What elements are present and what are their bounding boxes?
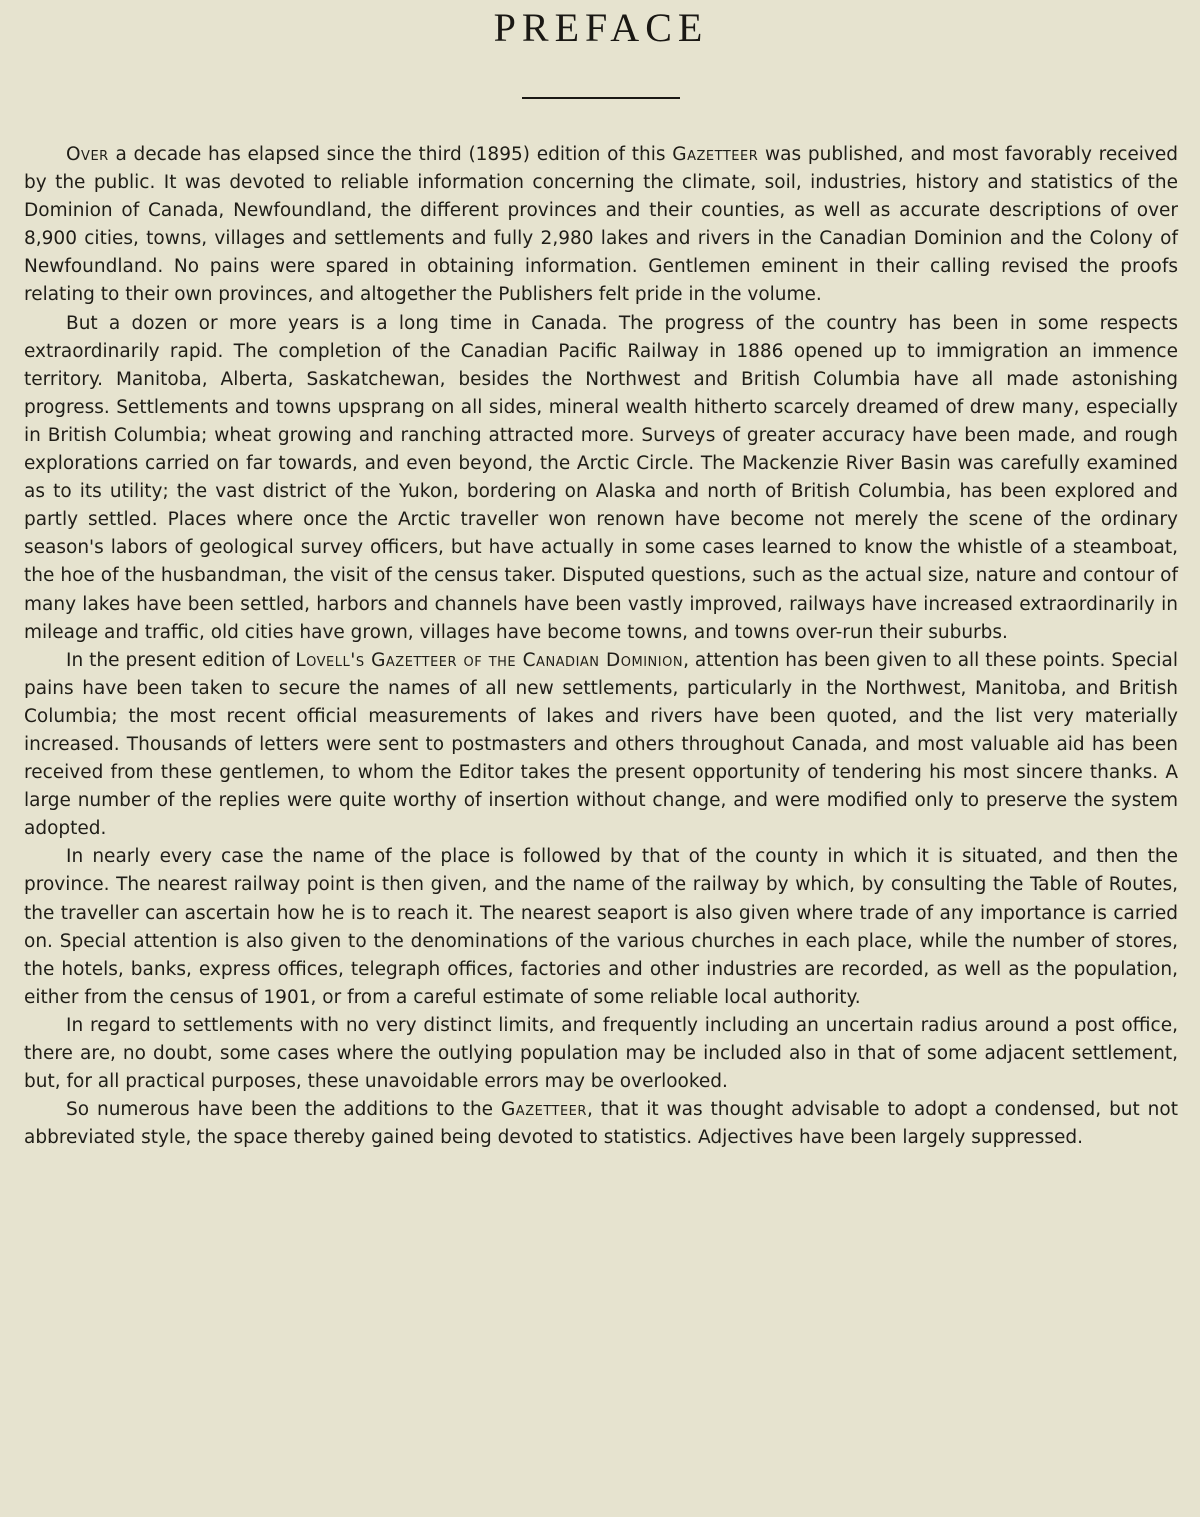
paragraph-6-part-2: , that it was thought advisable to adopt a condensed, but not abbreviated style, the space thereby gained being devoted to statistics. Adjectives have been largely suppressed. xyxy=(24,1099,1178,1149)
paragraph-1-part-1: a decade has elapsed since the third (1895) edition of this xyxy=(108,144,673,165)
paragraph-1 xyxy=(24,141,1178,310)
paragraph-3 xyxy=(24,647,1178,844)
paragraph-3-part-2: , attention has been given to all these points. Special pains have been taken to secure the names of all new settlements, particularly in the Northwest, Manitoba, and British Columbia; the most recent official measurements of lakes and rivers have been quoted, and the list very materially increased. Thousands of letters were sent to postmasters and others throughout Canada, and most valuable aid has been received from these gentlemen, to whom the Editor takes the present opportunity of tendering his most sincere thanks. A large number of the replies were quite worthy of insertion without change, and were modified only to preserve the system adopted. xyxy=(24,649,1178,840)
gazetteer-name: Gazetteer xyxy=(500,1099,587,1121)
paragraph-2: But a dozen or more years is a long time in Canada. The progress of the country has been in some respects extraordinarily rapid. The completion of the Canadian Pacific Railway in 1886 opened up to immigration an immence territory. Manitoba, Alberta, Saskatchewan, besides the Northwest and British Columbia have all made astonishing progress. Settlements and towns upsprang on all sides, mineral wealth hitherto scarcely dreamed of drew many, especially in British Columbia; wheat growing and ranching attracted more. Surveys of greater accuracy have been made, and rough explorations carried on far towards, and even beyond, the Arctic Circle. The Mackenzie River Basin was carefully examined as to its utility; the vast district of the Yukon, bordering on Alaska and north of British Columbia, has been explored and partly settled. Places where once the Arctic traveller won renown have become not merely the scene of the ordinary season's labors of geological survey officers, but have actually in some cases learned to know the whistle of a steamboat, the hoe of the husbandman, the visit of the census taker. Disputed questions, such as the actual size, nature and contour of many lakes have been settled, harbors and channels have been vastly improved, railways have increased extraordinarily in mileage and traffic, old cities have grown, villages have become towns, and towns over-run their suburbs. xyxy=(24,312,1178,643)
paragraph-6-part-1: So numerous have been the additions to the xyxy=(66,1099,501,1121)
title-divider xyxy=(522,97,680,99)
paragraph-1-part-2: was published, and most favorably received by the public. It was devoted to reliable information concerning the climate, soil, industries, history and statistics of the Dominion of Canada, Newfoundland, the different provinces and their counties, as well as accurate descriptions of over 8,900 cities, towns, villages and settlements and fully 2,980 lakes and rivers in the Canadian Dominion and the Colony of Newfoundland. No pains were spared in obtaining information. Gentlemen eminent in their calling revised the proofs relating to their own provinces, and altogether the Publishers felt pride in the volume. xyxy=(24,144,1178,306)
gazetteer-name: Gazetteer xyxy=(672,144,759,165)
page-title: PREFACE xyxy=(493,5,709,50)
lead-word: Over xyxy=(66,144,109,165)
paragraph-5: In regard to settlements with no very distinct limits, and frequently including an uncertain radius around a post office, there are, no doubt, some cases where the outlying population may be included also in that of some adjacent settlement, but, for all practical purposes, these unavoidable errors may be overlooked. xyxy=(24,1014,1178,1093)
paragraph-6 xyxy=(24,1096,1178,1152)
paragraph-4: In nearly every case the name of the place is followed by that of the county in which it is situated, and then the province. The nearest railway point is then given, and the name of the railway by which, by consulting the Table of Routes, the traveller can ascertain how he is to reach it. The nearest seaport is also given where trade of any importance is carried on. Special attention is also given to the denominations of the various churches in each place, while the number of stores, the hotels, banks, express offices, telegraph offices, factories and other industries are recorded, as well as the population, either from the census of 1901, or from a careful estimate of some reliable local authority. xyxy=(24,846,1178,1008)
book-title: Lovell's Gazetteer of the Canadian Dominion xyxy=(295,649,684,671)
paragraph-3-part-1: In the present edition of xyxy=(66,649,296,671)
preface-body xyxy=(24,141,1178,1152)
